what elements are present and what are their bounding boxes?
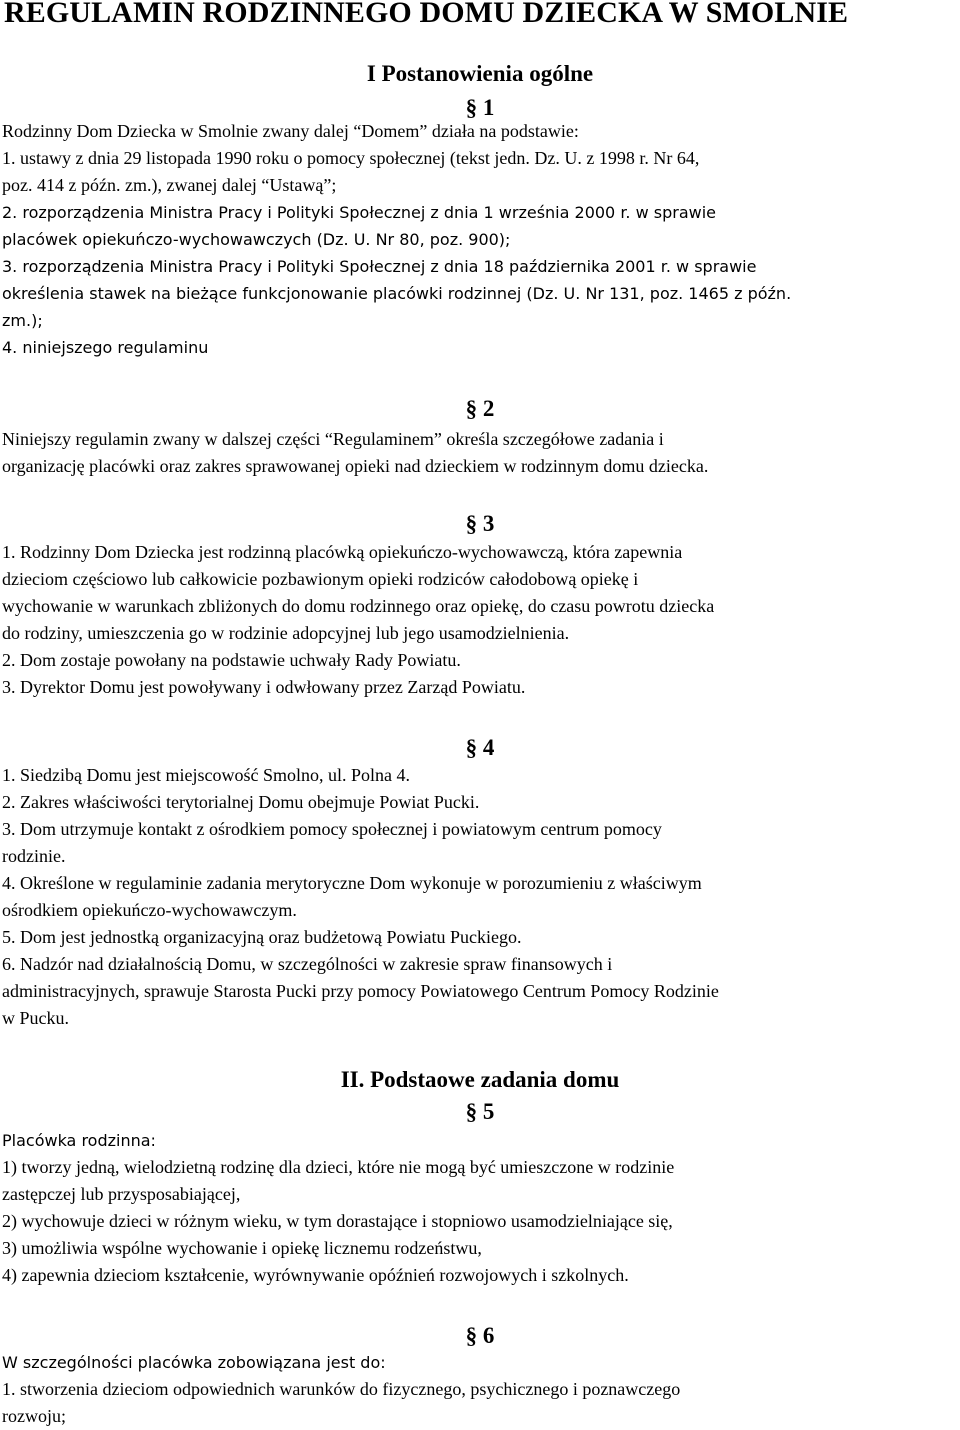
- text-line: 3. rozporządzenia Ministra Pracy i Polityki Społecznej z dnia 18 października 2001 r. w sprawie: [2, 257, 757, 276]
- text-line: ośrodkiem opiekuńczo-wychowawczym.: [2, 900, 297, 920]
- section-1-text: [2, 118, 956, 361]
- section-mark-2: § 2: [465, 396, 495, 421]
- text-line: administracyjnych, sprawuje Starosta Pucki przy pomocy Powiatowego Centrum Pomocy Rodzinie: [2, 981, 719, 1001]
- text-line: zm.);: [2, 311, 43, 330]
- section-5-text: [2, 1127, 956, 1289]
- text-line: rodzinie.: [2, 846, 66, 866]
- text-line: 1. ustawy z dnia 29 listopada 1990 roku o pomocy społecznej (tekst jedn. Dz. U. z 1998 r. Nr 64,: [2, 148, 700, 168]
- text-line: 2. rozporządzenia Ministra Pracy i Polityki Społecznej z dnia 1 września 2000 r. w sprawie: [2, 203, 717, 222]
- text-line: 1. Siedzibą Domu jest miejscowość Smolno, ul. Polna 4.: [2, 765, 410, 785]
- section-4-text: [2, 762, 956, 1032]
- text-line: 2. Zakres właściwości terytorialnej Domu obejmuje Powiat Pucki.: [2, 792, 480, 812]
- text-line: 3. Dom utrzymuje kontakt z ośrodkiem pomocy społecznej i powiatowym centrum pomocy: [2, 819, 662, 839]
- text-line: określenia stawek na bieżące funkcjonowanie placówki rodzinnej (Dz. U. Nr 131, poz. 1465 z późn.: [2, 284, 792, 303]
- text-line: rozwoju;: [2, 1406, 66, 1426]
- text-line: 4. Określone w regulaminie zadania merytoryczne Dom wykonuje w porozumieniu z właściwym: [2, 873, 702, 893]
- section-6-text: [2, 1349, 956, 1430]
- text-line: 4) zapewnia dzieciom kształcenie, wyrównywanie opóźnień rozwojowych i szkolnych.: [2, 1265, 629, 1285]
- text-line: 3) umożliwia wspólne wychowanie i opiekę licznemu rodzeństwu,: [2, 1238, 482, 1258]
- text-line: 6. Nadzór nad działalnością Domu, w szczególności w zakresie spraw finansowych i: [2, 954, 613, 974]
- chapter-heading-2: II. Podstaowe zadania domu: [340, 1067, 620, 1092]
- chapter-heading-1: I Postanowienia ogólne: [366, 61, 594, 86]
- text-line: zastępczej lub przysposabiającej,: [2, 1184, 241, 1204]
- text-line: Placówka rodzinna:: [2, 1131, 156, 1150]
- text-line: 2. Dom zostaje powołany na podstawie uchwały Rady Powiatu.: [2, 650, 461, 670]
- text-line: 2) wychowuje dzieci w różnym wieku, w tym dorastające i stopniowo usamodzielniające się,: [2, 1211, 673, 1231]
- text-line: dzieciom częściowo lub całkowicie pozbawionym opieki rodziców całodobową opiekę i: [2, 569, 639, 589]
- section-mark-6: § 6: [465, 1323, 495, 1348]
- section-2-text: [2, 426, 956, 480]
- text-line: do rodziny, umieszczenia go w rodzinie adopcyjnej lub jego usamodzielnienia.: [2, 623, 570, 643]
- text-line: organizację placówki oraz zakres sprawowanej opieki nad dzieckiem w rodzinnym domu dziecka.: [2, 456, 709, 476]
- document-title: REGULAMIN RODZINNEGO DOMU DZIECKA W SMOLNIE: [4, 0, 849, 26]
- text-line: 4. niniejszego regulaminu: [2, 338, 209, 357]
- text-line: 1. Rodzinny Dom Dziecka jest rodzinną placówką opiekuńczo-wychowawczą, która zapewnia: [2, 542, 683, 562]
- text-line: W szczególności placówka zobowiązana jest do:: [2, 1353, 386, 1372]
- text-line: placówek opiekuńczo-wychowawczych (Dz. U. Nr 80, poz. 900);: [2, 230, 511, 249]
- text-line: wychowanie w warunkach zbliżonych do domu rodzinnego oraz opiekę, do czasu powrotu dziecka: [2, 596, 715, 616]
- text-line: 1. stworzenia dzieciom odpowiednich warunków do fizycznego, psychicznego i poznawczego: [2, 1379, 681, 1399]
- section-3-text: [2, 539, 956, 701]
- section-mark-3: § 3: [465, 511, 495, 536]
- text-line: poz. 414 z późn. zm.), zwanej dalej “Ustawą”;: [2, 175, 337, 195]
- text-line: 3. Dyrektor Domu jest powoływany i odwłowany przez Zarząd Powiatu.: [2, 677, 526, 697]
- section-mark-1: § 1: [465, 95, 495, 120]
- section-mark-4: § 4: [465, 735, 495, 760]
- text-line: Niniejszy regulamin zwany w dalszej części “Regulaminem” określa szczegółowe zadania i: [2, 429, 664, 449]
- text-line: w Pucku.: [2, 1008, 69, 1028]
- text-line: 5. Dom jest jednostką organizacyjną oraz budżetową Powiatu Puckiego.: [2, 927, 522, 947]
- text-line: Rodzinny Dom Dziecka w Smolnie zwany dalej “Domem” działa na podstawie:: [2, 121, 579, 141]
- section-mark-5: § 5: [465, 1099, 495, 1124]
- text-line: 1) tworzy jedną, wielodzietną rodzinę dla dzieci, które nie mogą być umieszczone w rodzinie: [2, 1157, 675, 1177]
